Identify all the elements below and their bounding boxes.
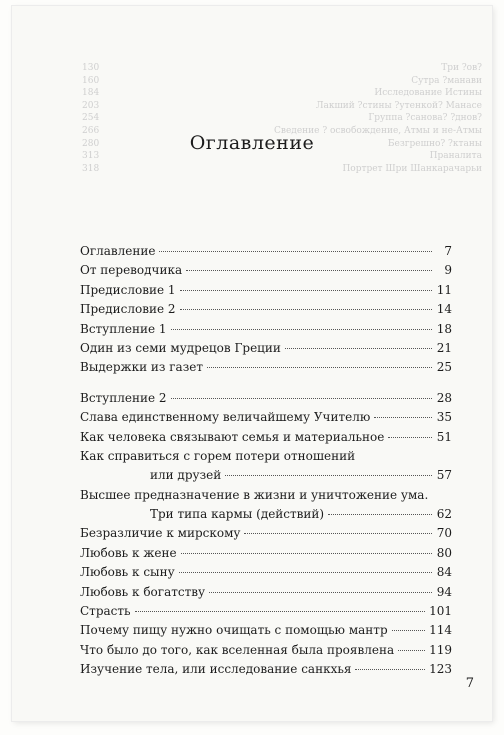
toc-entry-page: 11 [436,282,452,297]
toc-entry-page: 35 [436,410,452,425]
dot-leader [244,521,432,534]
bleed-through-line [82,87,482,100]
dot-leader [186,258,432,271]
bleed-through-page: 313 [82,151,100,162]
toc-entry-title: Оглавление [80,244,156,258]
bleed-through-page: 266 [82,125,100,136]
toc-entry-page: 70 [436,526,452,541]
toc-entry-title: Предисловие 2 [80,302,176,317]
toc-entry-page: 51 [436,429,452,444]
dot-leader [171,317,432,330]
toc-entry-title: или друзей [150,468,222,483]
toc-entry-page: 25 [436,360,452,375]
toc-entry-page: 123 [429,662,452,677]
dot-leader [355,657,425,670]
dot-leader [179,560,432,573]
bleed-through-label: Три ?ов? [441,63,482,73]
bleed-through-page: 318 [82,163,100,174]
toc-entry-title: От переводчика [80,263,183,278]
bleed-through-label: Сутра ?манави [411,75,482,86]
dot-leader [181,541,432,554]
dot-leader [135,599,426,612]
toc-entry-title: Предисловие 1 [80,282,176,297]
toc-entry[interactable] [80,358,452,377]
dot-leader [159,239,432,252]
bleed-through-label: Сведение ? освобождение, Атмы и не-Атмы [274,125,482,136]
toc-entry-title: Страсть [80,604,131,619]
bleed-through-page: 254 [82,113,100,124]
toc-entry-page: 14 [436,302,452,317]
toc-entry[interactable] [80,621,452,640]
bleed-through-page: 160 [82,75,100,86]
toc-entry[interactable] [80,486,452,525]
bleed-through-page: 130 [82,63,100,73]
toc-entry-page: 18 [436,321,452,336]
dot-leader [374,405,432,418]
toc-entry-title: Как человека связывают семья и материальное [80,429,385,444]
bleed-through-line [82,112,482,125]
dot-leader [207,355,432,368]
toc-entry-page: 101 [429,604,452,619]
bleed-through-page: 280 [82,138,100,149]
toc-entry-title: Высшее предназначение в жизни и уничтожение ума. [80,487,429,502]
toc-entry-title: Один из семи мудрецов Греции [80,340,281,355]
page-title: Оглавление [189,132,315,154]
toc-entry[interactable] [80,428,452,447]
toc-entry-page: 9 [444,263,452,278]
dot-leader [398,638,425,651]
toc-entry-title: Слава единственному величайшему Учителю [80,410,371,425]
bleed-through-label: Лакший ?стины ?утенкой? Манасе [315,100,482,111]
toc-entry-title: Любовь к сыну [80,565,175,580]
bleed-through-label: Праналита [429,151,482,162]
book-page [12,6,492,721]
dot-leader [225,463,432,476]
bleed-through-label: Исследование Истины [374,88,482,99]
toc-entry-title: Безразличие к мирскому [80,526,241,541]
dot-leader [328,502,432,515]
bleed-through-line [82,163,482,176]
toc-entry[interactable] [80,447,452,486]
dot-leader [392,618,425,631]
toc-entry-page: 94 [436,584,452,599]
bleed-through-label: Портрет Шри Шанкарачарьи [342,163,482,174]
bleed-through-line [82,62,482,75]
toc-entry-page: 62 [436,507,452,522]
toc-entry-page: 28 [436,390,452,405]
bleed-through-label: Группа ?санова? ?днов? [368,113,482,124]
page-number: 7 [465,676,474,691]
toc-entry-title: Вступление 2 [80,390,167,405]
toc-entry-title: Любовь к жене [80,545,177,560]
toc-entry-title: Выдержки из газет [80,360,203,375]
toc-entry-title: Как справиться с горем потери отношений [80,448,356,463]
toc-entry-title: Три типа кармы (действий) [150,507,325,522]
toc-entry-page: 21 [436,340,452,355]
dot-leader [180,297,432,310]
toc-entry-title: Что было до того, как вселенная была проявлена [80,642,395,657]
toc-entry[interactable] [80,660,452,679]
table-of-contents [80,242,452,680]
toc-entry-page: 80 [436,545,452,560]
toc-entry-title: Любовь к богатству [80,584,206,599]
dot-leader [180,278,432,291]
toc-entry-title: Изучение тела, или исследование санкхья [80,662,352,677]
dot-leader [209,580,432,593]
toc-entry-page: 7 [444,244,452,258]
bleed-through-line [82,100,482,113]
toc-entry-page: 84 [436,565,452,580]
toc-entry-page: 114 [429,623,452,638]
toc-entry-title: Почему пищу нужно очищать с помощью мантр [80,623,388,638]
bleed-through-line [82,75,482,88]
dot-leader [171,386,432,399]
toc-entry-page: 57 [436,468,452,483]
dot-leader [285,336,432,349]
dot-leader [388,425,432,438]
toc-entry-title: Вступление 1 [80,321,167,336]
bleed-through-page: 203 [82,100,100,111]
toc-entry-page: 119 [429,642,452,657]
bleed-through-text [82,62,482,175]
bleed-through-page: 184 [82,88,100,99]
bleed-through-label: Безгрешно? ?ктаны [387,138,482,149]
